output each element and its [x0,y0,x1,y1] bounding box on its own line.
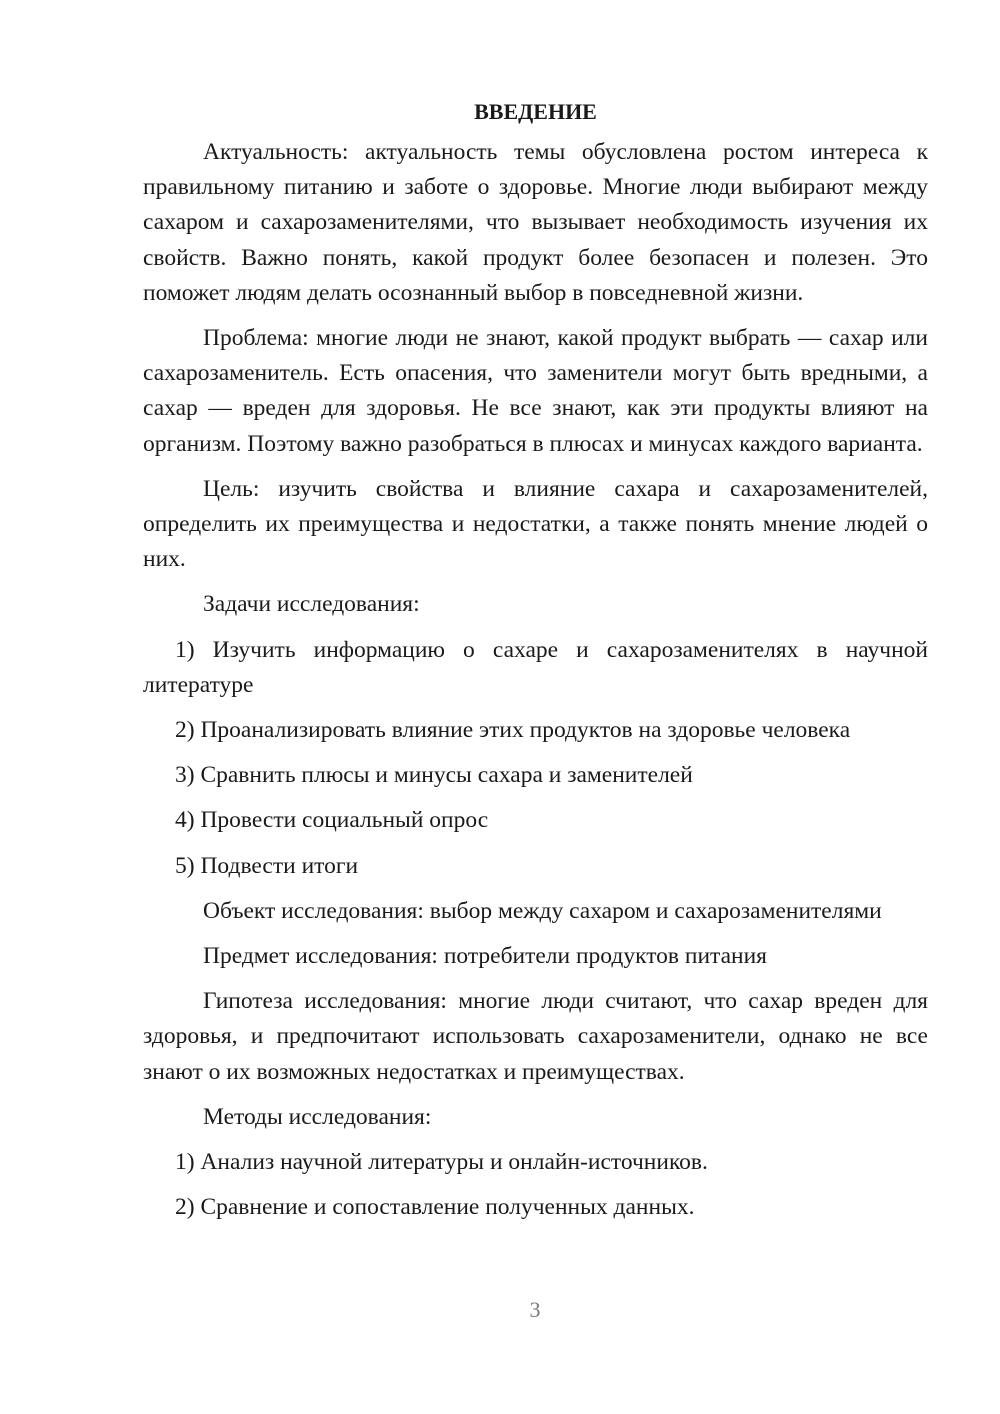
task-item: 5) Подвести итоги [175,852,359,879]
page-number: 3 [529,1297,541,1322]
method-item: 1) Анализ научной литературы и онлайн-источников. [175,1149,708,1176]
methods-heading: Методы исследования: [203,1103,432,1130]
page-title: ВВЕДЕНИЕ [474,99,597,124]
method-item: 2) Сравнение и сопоставление полученных данных. [175,1194,695,1221]
task-item: 2) Проанализировать влияние этих продуктов на здоровье человека [175,717,851,744]
object-line: Объект исследования: выбор между сахаром и сахарозаменителями [203,897,882,924]
tasks-heading: Задачи исследования: [203,591,420,618]
problem-paragraph: Проблема: многие люди не знают, какой продукт выбрать — сахар или сахарозаменитель. Есть опасения, что заменители могут быть вредными, а сахар — вреден для здоровья. Не все знают, как эти продукты влияют на организм. Поэтому важно разобраться в плюсах и минусах каждого варианта. [143,325,928,457]
task-item: 4) Провести социальный опрос [175,807,489,834]
document-page [143,96,928,1235]
task-item: 1) Изучить информацию о сахаре и сахарозаменителях в научной литературе [143,636,928,698]
hypothesis-paragraph: Гипотеза исследования: многие люди считают, что сахар вреден для здоровья, и предпочитают использовать сахарозаменители, однако не все знают о их возможных недостатках и преимуществах. [143,988,928,1085]
task-item: 3) Сравнить плюсы и минусы сахара и заменителей [175,762,693,789]
relevance-paragraph: Актуальность: актуальность темы обусловлена ростом интереса к правильному питанию и заботе о здоровье. Многие люди выбирают между сахаром и сахарозаменителями, что вызывает необходимость изучения их свойств. Важно понять, какой продукт более безопасен и полезен. Это поможет людям делать осознанный выбор в повседневной жизни. [143,139,928,306]
goal-paragraph: Цель: изучить свойства и влияние сахара и сахарозаменителей, определить их преимущества и недостатки, а также понять мнение людей о них. [143,475,928,573]
subject-line: Предмет исследования: потребители продуктов питания [203,943,767,970]
